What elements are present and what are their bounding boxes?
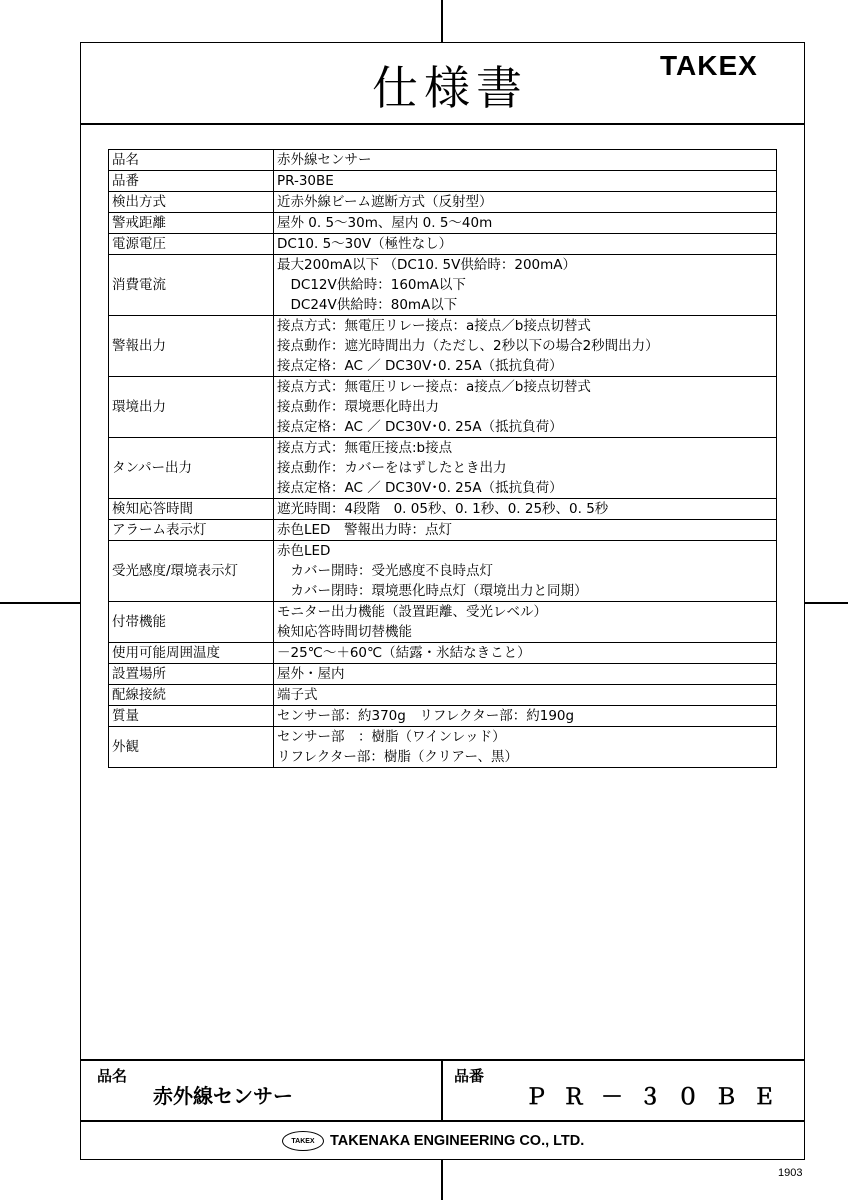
spec-value-line: 屋外・屋内 xyxy=(277,666,345,682)
company-logo-text: TAKEX xyxy=(291,1137,315,1145)
spec-label: 消費電流 xyxy=(109,255,274,316)
spec-label: 外観 xyxy=(109,727,274,768)
spec-label: 警戒距離 xyxy=(109,213,274,234)
spec-value-line: 赤外線センサー xyxy=(277,152,372,168)
spec-value-line: 端子式 xyxy=(277,687,318,703)
spec-value xyxy=(274,727,777,768)
spec-value xyxy=(274,255,777,316)
spec-row xyxy=(109,150,777,171)
spec-value-line: 接点動作：環境悪化時出力 xyxy=(277,399,439,415)
spec-row xyxy=(109,643,777,664)
spec-label: 品番 xyxy=(109,171,274,192)
spec-label: 付帯機能 xyxy=(109,602,274,643)
spec-label: 配線接続 xyxy=(109,685,274,706)
spec-row xyxy=(109,171,777,192)
footer-column-divider xyxy=(441,1059,443,1120)
spec-value-line: 接点動作：遮光時間出力（ただし、2秒以下の場合2秒間出力） xyxy=(277,338,659,354)
spec-value-line: センサー部 ：樹脂（ワインレッド） xyxy=(277,729,506,745)
footer-name-label: 品名 xyxy=(97,1067,128,1085)
spec-value xyxy=(274,150,777,171)
spec-value-line: DC10. 5～30V（極性なし） xyxy=(277,236,453,252)
spec-row xyxy=(109,664,777,685)
spec-row xyxy=(109,316,777,377)
spec-value-line: 接点方式：無電圧リレー接点：a接点／b接点切替式 xyxy=(277,379,591,395)
spec-value xyxy=(274,316,777,377)
crop-mark-right xyxy=(805,602,848,604)
spec-value-line: 接点定格：AC ／ DC30V･0. 25A（抵抗負荷） xyxy=(277,480,563,496)
crop-mark-left xyxy=(0,602,80,604)
spec-value-line: 赤色LED 警報出力時：点灯 xyxy=(277,522,452,538)
spec-value-line: カバー開時：受光感度不良時点灯 xyxy=(277,563,493,579)
spec-row xyxy=(109,438,777,499)
spec-value-line: 接点定格：AC ／ DC30V･0. 25A（抵抗負荷） xyxy=(277,358,563,374)
brand-logo: TAKEX xyxy=(660,50,758,81)
spec-value xyxy=(274,377,777,438)
spec-row xyxy=(109,377,777,438)
spec-value-line: PR-30BE xyxy=(277,173,334,189)
spec-value-line: 接点方式：無電圧接点:b接点 xyxy=(277,440,453,456)
document-number: 1903 xyxy=(778,1167,803,1179)
spec-value-line: 赤色LED xyxy=(277,543,331,559)
footer-divider-top xyxy=(80,1059,805,1061)
crop-mark-bottom xyxy=(441,1160,443,1200)
spec-label: 使用可能周囲温度 xyxy=(109,643,274,664)
spec-row xyxy=(109,602,777,643)
footer-code-value: ＰＲ－３０ＢＥ xyxy=(525,1084,792,1109)
spec-value-line: DC12V供給時：160mA以下 xyxy=(277,277,466,293)
spec-value-line: 屋外 0. 5～30m、屋内 0. 5～40m xyxy=(277,215,493,231)
footer-divider-middle xyxy=(80,1120,805,1122)
spec-row xyxy=(109,192,777,213)
spec-value xyxy=(274,234,777,255)
footer-name-value: 赤外線センサー xyxy=(153,1084,293,1108)
spec-label: 受光感度/環境表示灯 xyxy=(109,541,274,602)
spec-row xyxy=(109,541,777,602)
spec-label: 検出方式 xyxy=(109,192,274,213)
spec-label: 電源電圧 xyxy=(109,234,274,255)
spec-value xyxy=(274,520,777,541)
spec-value-line: 最大200mA以下 （DC10. 5V供給時：200mA） xyxy=(277,257,577,273)
spec-value-line: 接点定格：AC ／ DC30V･0. 25A（抵抗負荷） xyxy=(277,419,563,435)
spec-value-line: 遮光時間：4段階 0. 05秒、0. 1秒、0. 25秒、0. 5秒 xyxy=(277,501,609,517)
spec-value-line: センサー部：約370g リフレクター部：約190g xyxy=(277,708,575,724)
footer-code-label: 品番 xyxy=(454,1067,485,1085)
spec-label: 警報出力 xyxy=(109,316,274,377)
spec-value xyxy=(274,541,777,602)
crop-mark-top xyxy=(441,0,443,42)
spec-value-line: －25℃～＋60℃（結露・氷結なきこと） xyxy=(277,645,531,661)
spec-label: 環境出力 xyxy=(109,377,274,438)
spec-value xyxy=(274,499,777,520)
spec-value xyxy=(274,192,777,213)
spec-label: アラーム表示灯 xyxy=(109,520,274,541)
spec-row xyxy=(109,255,777,316)
spec-row xyxy=(109,520,777,541)
company-name: TAKENAKA ENGINEERING CO., LTD. xyxy=(330,1133,585,1149)
spec-label: 検知応答時間 xyxy=(109,499,274,520)
spec-value-line: モニター出力機能（設置距離、受光レベル） xyxy=(277,604,547,620)
company-block xyxy=(282,1131,584,1151)
spec-row xyxy=(109,727,777,768)
spec-row xyxy=(109,706,777,727)
spec-label: タンパー出力 xyxy=(109,438,274,499)
spec-value-line: リフレクター部：樹脂（クリアー、黒） xyxy=(277,749,518,765)
spec-value xyxy=(274,438,777,499)
header-divider xyxy=(80,123,805,125)
spec-value-line: 接点方式：無電圧リレー接点：a接点／b接点切替式 xyxy=(277,318,591,334)
spec-value xyxy=(274,643,777,664)
spec-value xyxy=(274,171,777,192)
spec-value xyxy=(274,664,777,685)
spec-value-line: 接点動作：カバーをはずしたとき出力 xyxy=(277,460,507,476)
spec-value-line: 検知応答時間切替機能 xyxy=(277,624,412,640)
spec-value-line: DC24V供給時：80mA以下 xyxy=(277,297,458,313)
spec-row xyxy=(109,213,777,234)
spec-row xyxy=(109,234,777,255)
spec-label: 品名 xyxy=(109,150,274,171)
spec-value xyxy=(274,685,777,706)
spec-value xyxy=(274,602,777,643)
spec-value xyxy=(274,706,777,727)
company-logo xyxy=(282,1131,324,1151)
document-title: 仕様書 xyxy=(372,61,528,115)
spec-label: 設置場所 xyxy=(109,664,274,685)
spec-value xyxy=(274,213,777,234)
spec-row xyxy=(109,499,777,520)
spec-table xyxy=(108,149,777,768)
spec-value-line: 近赤外線ビーム遮断方式（反射型） xyxy=(277,194,493,210)
spec-value-line: カバー閉時：環境悪化時点灯（環境出力と同期） xyxy=(277,583,588,599)
spec-label: 質量 xyxy=(109,706,274,727)
spec-row xyxy=(109,685,777,706)
